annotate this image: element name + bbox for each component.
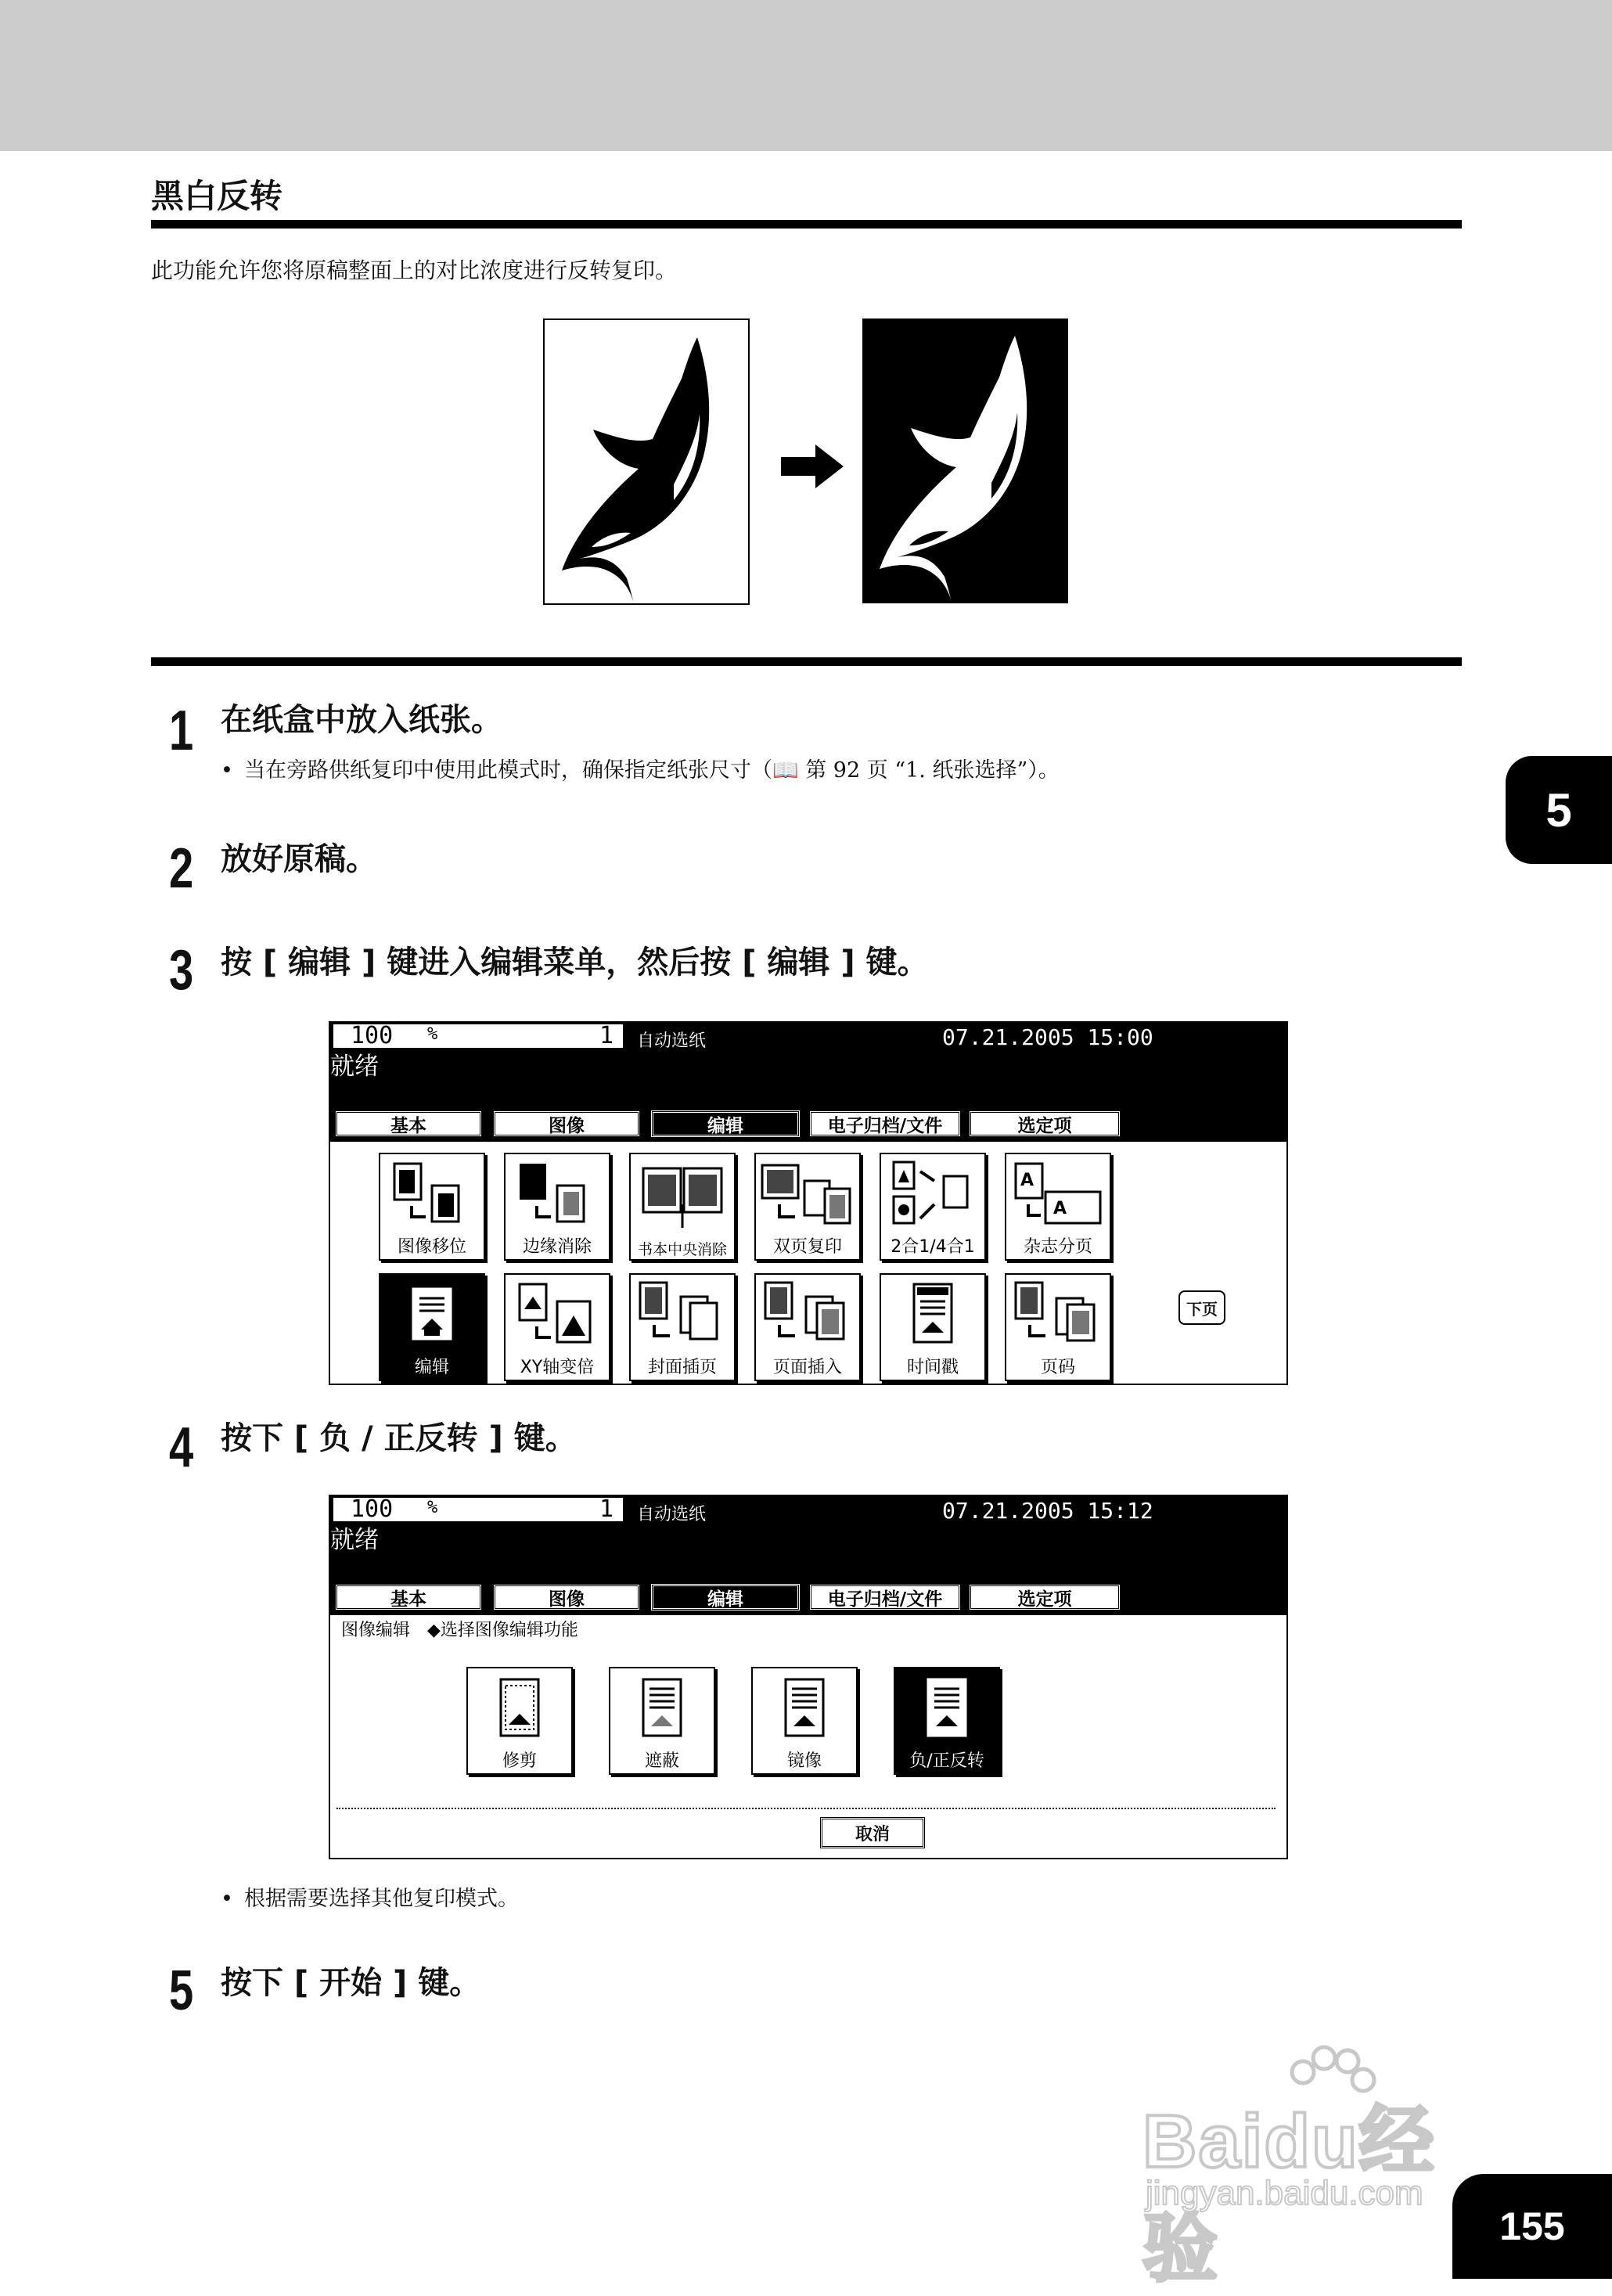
datetime: 07.21.2005 15:12: [942, 1498, 1153, 1524]
edit-button[interactable]: 编辑: [379, 1273, 485, 1381]
title-rule: [151, 220, 1462, 229]
step-2-number: 2: [169, 837, 194, 900]
datetime: 07.21.2005 15:00: [942, 1024, 1153, 1050]
baidu-watermark: [1142, 2035, 1510, 2291]
copier-screen-image-edit: [329, 1495, 1288, 1859]
step-2-text: 放好原稿。: [221, 841, 377, 877]
status-text: 就绪: [330, 1053, 379, 1081]
dual-page-button[interactable]: 双页复印: [754, 1153, 861, 1261]
cancel-button[interactable]: 取消: [820, 1817, 925, 1848]
cover-sheet-icon: [631, 1278, 734, 1356]
page-header-band: [0, 0, 1612, 151]
step-1-number: 1: [169, 700, 194, 762]
edge-erase-button[interactable]: 边缘消除: [504, 1153, 610, 1261]
sheet-insertion-button[interactable]: 页面插入: [754, 1273, 861, 1381]
svg-text:A: A: [1053, 1199, 1067, 1218]
next-page-button[interactable]: 下页: [1178, 1290, 1225, 1325]
mirror-icon: [753, 1672, 856, 1750]
inverted-image: [862, 318, 1068, 603]
chapter-tab: 5: [1506, 756, 1612, 864]
intro-text: 此功能允许您将原稿整面上的对比浓度进行反转复印。: [151, 257, 678, 283]
book-icon: [631, 1157, 734, 1236]
step-3-number: 3: [169, 939, 194, 1002]
screen-header: [330, 1496, 1286, 1615]
section-title: 黑白反转: [151, 177, 283, 215]
tab-options[interactable]: 选定项: [969, 1584, 1121, 1610]
book-center-erase-button[interactable]: 书本中央消除: [629, 1153, 736, 1261]
image-shift-button[interactable]: 图像移位: [379, 1153, 485, 1261]
step-4-note: • 根据需要选择其他复印模式。: [221, 1887, 519, 1911]
zoom-display: 100 % 1: [333, 1498, 623, 1521]
dual-page-icon: [756, 1157, 859, 1236]
tab-image[interactable]: 图像: [493, 1110, 640, 1137]
edge-erase-icon: [506, 1157, 609, 1236]
combine-pages-icon: [881, 1157, 984, 1236]
step-4-number: 4: [169, 1416, 194, 1479]
trimming-icon: [468, 1672, 571, 1750]
2in1-4in1-button[interactable]: 2合1/4合1: [880, 1153, 986, 1261]
negative-positive-reverse-button[interactable]: 负/正反转: [894, 1667, 1000, 1775]
magazine-sort-button[interactable]: A A 杂志分页: [1005, 1153, 1111, 1261]
sheet-insertion-icon: [756, 1278, 859, 1356]
tab-basic[interactable]: 基本: [335, 1584, 482, 1610]
step-5-text: 按下 [ 开始 ] 键。: [221, 1965, 481, 2001]
tab-efiling[interactable]: 电子归档/文件: [809, 1110, 961, 1137]
step-4-text: 按下 [ 负 / 正反转 ] 键。: [221, 1420, 577, 1456]
arrow-icon: [781, 444, 844, 491]
page-number-icon: [1006, 1278, 1110, 1356]
step-1-text: 在纸盒中放入纸张。: [221, 702, 502, 738]
original-image: [543, 318, 750, 605]
cover-sheet-button[interactable]: 封面插页: [629, 1273, 736, 1381]
xy-zoom-button[interactable]: XY轴变倍: [504, 1273, 610, 1381]
paper-mode: 自动选纸: [637, 1031, 707, 1051]
xy-zoom-icon: [506, 1278, 609, 1356]
step-1-note: • 当在旁路供纸复印中使用此模式时，确保指定纸张尺寸（📖 第 92 页 “1. 纸张选择”）。: [221, 758, 1060, 783]
reverse-icon: [895, 1672, 999, 1750]
page-number-button[interactable]: 页码: [1005, 1273, 1111, 1381]
paper-mode: 自动选纸: [637, 1505, 707, 1524]
screen-header: [330, 1023, 1286, 1142]
tab-options[interactable]: 选定项: [969, 1110, 1121, 1137]
zoom-display: 100 % 1: [333, 1024, 623, 1048]
masking-icon: [610, 1672, 714, 1750]
status-text: 就绪: [330, 1526, 379, 1554]
watermark-url: jingyan.baidu.com: [1146, 2174, 1423, 2212]
trimming-button[interactable]: 修剪: [466, 1667, 573, 1775]
time-stamp-icon: [881, 1278, 984, 1356]
copier-screen-edit-menu: [329, 1021, 1288, 1385]
magazine-icon: [1006, 1157, 1110, 1236]
masking-button[interactable]: 遮蔽: [609, 1667, 715, 1775]
time-stamp-button[interactable]: 时间戳: [880, 1273, 986, 1381]
edit-document-icon: [380, 1278, 484, 1356]
tab-edit[interactable]: 编辑: [651, 1110, 800, 1137]
tab-efiling[interactable]: 电子归档/文件: [809, 1584, 961, 1610]
mirror-image-button[interactable]: 镜像: [751, 1667, 858, 1775]
step-5-number: 5: [169, 1960, 194, 2022]
breadcrumb: 图像编辑 ◆选择图像编辑功能: [341, 1621, 578, 1640]
step-3-text: 按 [ 编辑 ] 键进入编辑菜单，然后按 [ 编辑 ] 键。: [221, 945, 929, 981]
tab-edit[interactable]: 编辑: [651, 1584, 800, 1610]
divider: [336, 1808, 1276, 1809]
watermark-logo: Baidu经验: [1142, 2100, 1436, 2291]
tab-basic[interactable]: 基本: [335, 1110, 482, 1137]
svg-text:A: A: [1020, 1171, 1034, 1190]
image-shift-icon: [380, 1157, 484, 1236]
section-rule: [151, 657, 1462, 666]
page-number: 155: [1452, 2174, 1612, 2279]
tab-image[interactable]: 图像: [493, 1584, 640, 1610]
